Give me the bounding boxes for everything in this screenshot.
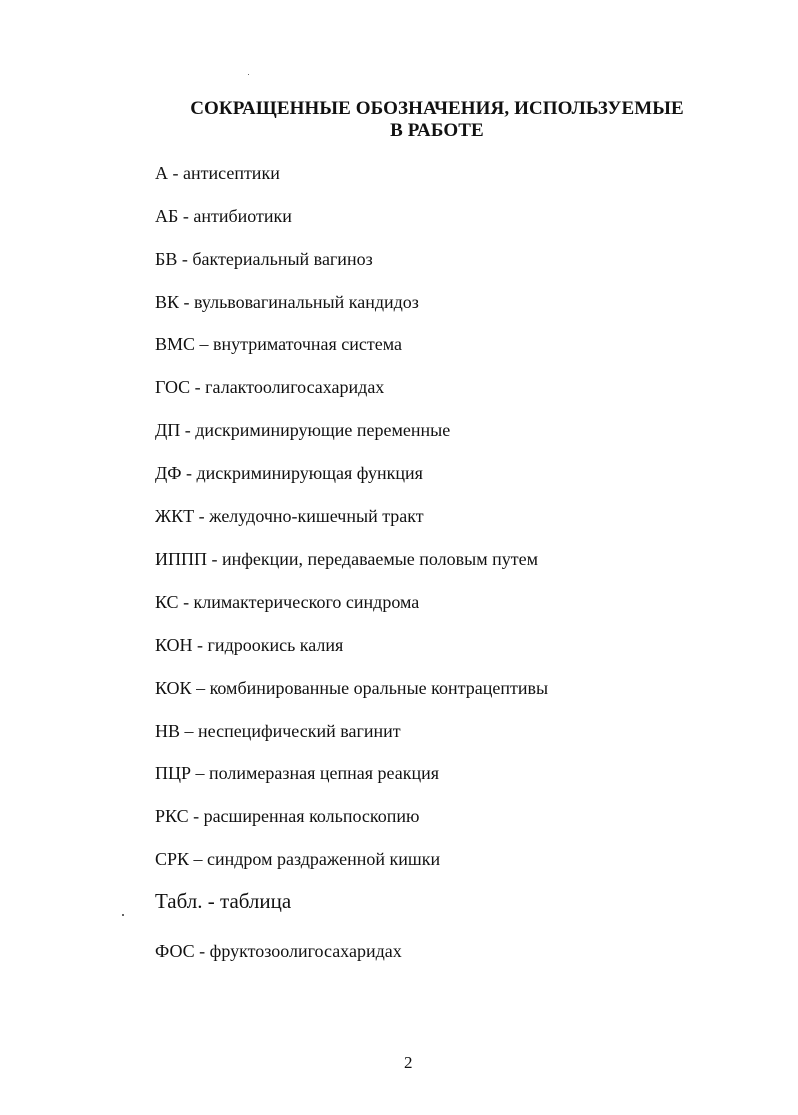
abbreviation-item: ВМС – внутриматочная система — [155, 334, 402, 354]
abbreviation-item: ФОС - фруктозоолигосахаридах — [155, 941, 402, 961]
abbreviation-item: Табл. - таблица — [155, 889, 292, 913]
title-line-2: В РАБОТЕ — [390, 120, 484, 141]
abbreviation-item: А - антисептики — [155, 163, 280, 183]
scan-speck — [248, 74, 249, 75]
abbreviation-item: ПЦР – полимеразная цепная реакция — [155, 763, 440, 783]
page-title — [150, 98, 724, 142]
abbreviation-item: ИППП - инфекции, передаваемые половым путем — [155, 549, 539, 569]
abbreviation-item: ГОС - галактоолигосахаридах — [155, 377, 385, 397]
abbreviation-item: РКС - расширенная кольпоскопию — [155, 806, 420, 826]
abbreviation-item: ВК - вульвовагинальный кандидоз — [155, 292, 419, 312]
abbreviation-item: ДП - дискриминирующие переменные — [155, 420, 451, 440]
page-number: 2 — [404, 1053, 413, 1072]
abbreviation-item: АБ - антибиотики — [155, 206, 292, 226]
abbreviation-item: БВ - бактериальный вагиноз — [155, 249, 373, 269]
abbreviation-item: КОК – комбинированные оральные контрацептивы — [155, 678, 549, 698]
title-line-1: СОКРАЩЕННЫЕ ОБОЗНАЧЕНИЯ, ИСПОЛЬЗУЕМЫЕ — [190, 98, 684, 119]
abbreviation-item: СРК – синдром раздраженной кишки — [155, 849, 441, 869]
abbreviation-item: КОН - гидроокись калия — [155, 635, 344, 655]
abbreviation-item: НВ – неспецифический вагинит — [155, 721, 401, 741]
abbreviation-item: ЖКТ - желудочно-кишечный тракт — [155, 506, 424, 526]
abbreviation-item: ДФ - дискриминирующая функция — [155, 463, 423, 483]
abbreviation-item: КС - климактерического синдрома — [155, 592, 420, 612]
scan-speck — [122, 914, 124, 916]
